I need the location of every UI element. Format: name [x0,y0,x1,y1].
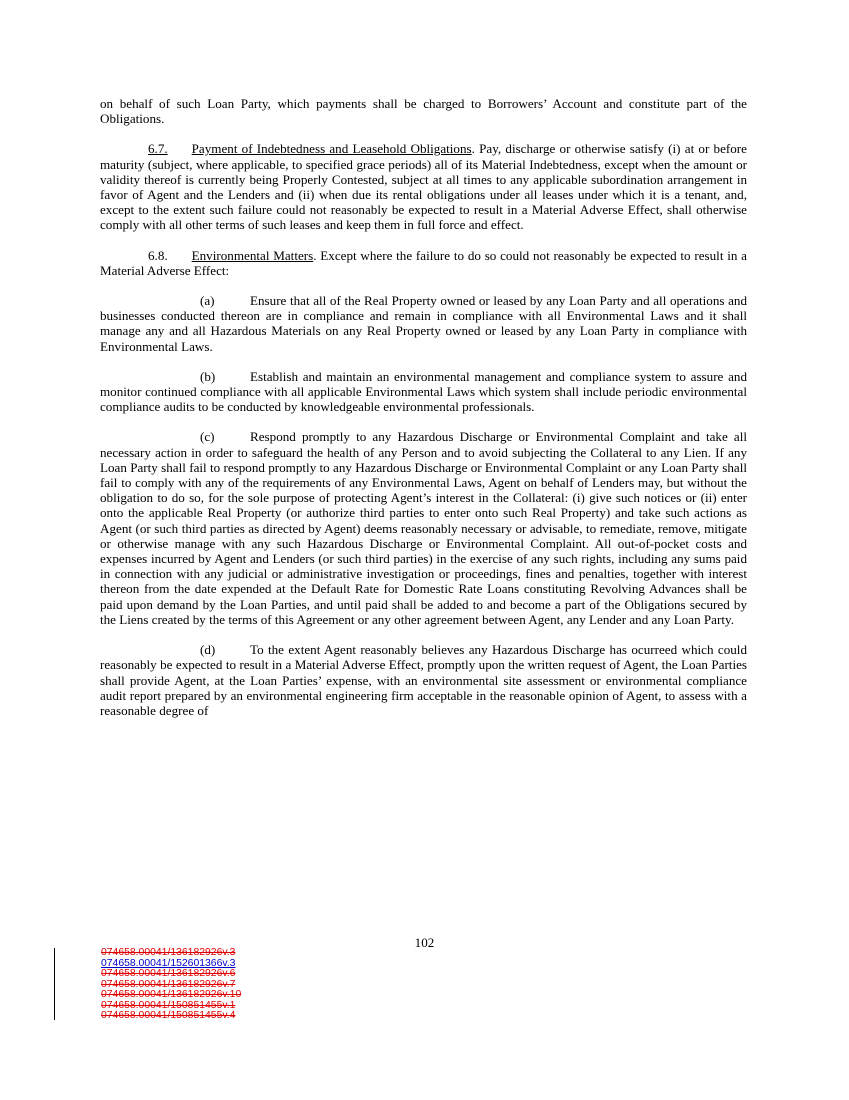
clause-label: (c) [200,429,215,445]
section-number: 6.7. [148,141,168,157]
clause-a [100,293,747,354]
document-id-footer [54,948,241,1020]
doc-id-deleted: 074658.00041/150851455v.4 [101,1010,236,1021]
doc-id-deleted: 074658.00041/136182926v.3 [101,947,236,958]
clause-label: (d) [200,642,216,658]
carryover-paragraph: on behalf of such Loan Party, which payments shall be charged to Borrowers’ Account and constitute part of the Obligations. [100,96,747,127]
section-number: 6.8. [148,247,168,263]
doc-id-deleted: 074658.00041/136182926v.7 [101,978,236,990]
document-body [100,96,747,733]
clause-label: (a) [200,293,215,309]
page-number: 102 [414,935,435,950]
section-6-7 [100,141,747,232]
doc-id-deleted: 074658.00041/136182926v.6 [101,968,236,979]
doc-id-deleted: 074658.00041/150851455v.1 [101,999,236,1011]
section-text: . Except where the failure to do so could not reasonably be expected to result in a Material Adverse Effect: [100,247,747,278]
clause-b [100,369,747,415]
section-text: . Pay, discharge or otherwise satisfy (i) at or before maturity (subject, where applicable, to specified grace periods) all of its Material Indebtedness, except when the amount or validity thereof is currently being Properly Contested, subject at all times to any applicable subordination arrangement in favor of Agent and the Lenders and (ii) when due its rental obligations under all leases under which it is a tenant, and, except to the extent such failure could not reasonably be expected to result in a Material Adverse Effect, shall otherwise comply with all other terms of such leases and keep them in full force and effect. [100,141,747,233]
clause-text: Establish and maintain an environmental management and compliance system to assure and monitor continued compliance with all applicable Environmental Laws which system shall include periodic environmental compliance audits to be conducted by knowledgeable environmental professionals. [100,368,747,415]
clause-d [100,642,747,718]
section-6-8 [100,248,747,278]
doc-id-deleted: 074658.00041/136182926v.10 [101,989,242,1000]
clause-text: Ensure that all of the Real Property owned or leased by any Loan Party and all operations and businesses conducted thereon are in compliance and remain in compliance with all Environmental Laws and it shall manage any and all Hazardous Materials on any Real Property owned or leased by any Loan Party in compliance with Environmental Laws. [100,293,747,354]
clause-c [100,429,747,627]
clause-label: (b) [200,368,216,384]
doc-id-inserted: 074658.00041/152601366v.3 [101,957,236,969]
clause-text: To the extent Agent reasonably believes any Hazardous Discharge has ocurreed which could reasonably be expected to result in a Material Adverse Effect, promptly upon the written request of Agent, the Loan Parties shall provide Agent, at the Loan Parties’ expense, with an environmental site assessment or environmental compliance audit report prepared by an environmental engineering firm acceptable in the reasonable opinion of Agent, to assess with a reasonable degree of [100,642,747,718]
section-title: Payment of Indebtedness and Leasehold Obligations [191,141,472,157]
section-title: Environmental Matters [191,247,314,263]
clause-text: Respond promptly to any Hazardous Discharge or Environmental Complaint and take all necessary action in order to safeguard the health of any Person and to avoid subjecting the Collateral to any Lien. If any Loan Party shall fail to respond promptly to any Hazardous Discharge or Environmental Complaint or any Loan Party shall fail to comply with any of the requirements of any Environmental Laws, Agent on behalf of Lenders may, but without the obligation to do so, for the sole purpose of protecting Agent’s interest in the Collateral: (i) give such notices or (ii) enter onto the applicable Real Property (or authorize third parties to enter onto such Real Property) and take such actions as Agent (or such third parties as directed by Agent) deems reasonably necessary or advisable, to remediate, remove, mitigate or otherwise manage with any such Hazardous Discharge or Environmental Complaint. All out-of-pocket costs and expenses incurred by Agent and Lenders (or such third parties) in the exercise of any such rights, including any sums paid in connection with any judicial or administrative investigation or proceedings, fines and penalties, together with interest thereon from the date expended at the Default Rate for Domestic Rate Loans constituting Revolving Advances shall be paid upon demand by the Loan Parties, and until paid shall be added to and become a part of the Obligations secured by the Liens created by the terms of this Agreement or any other agreement between Agent, any Lender and any Loan Party. [100,429,747,627]
